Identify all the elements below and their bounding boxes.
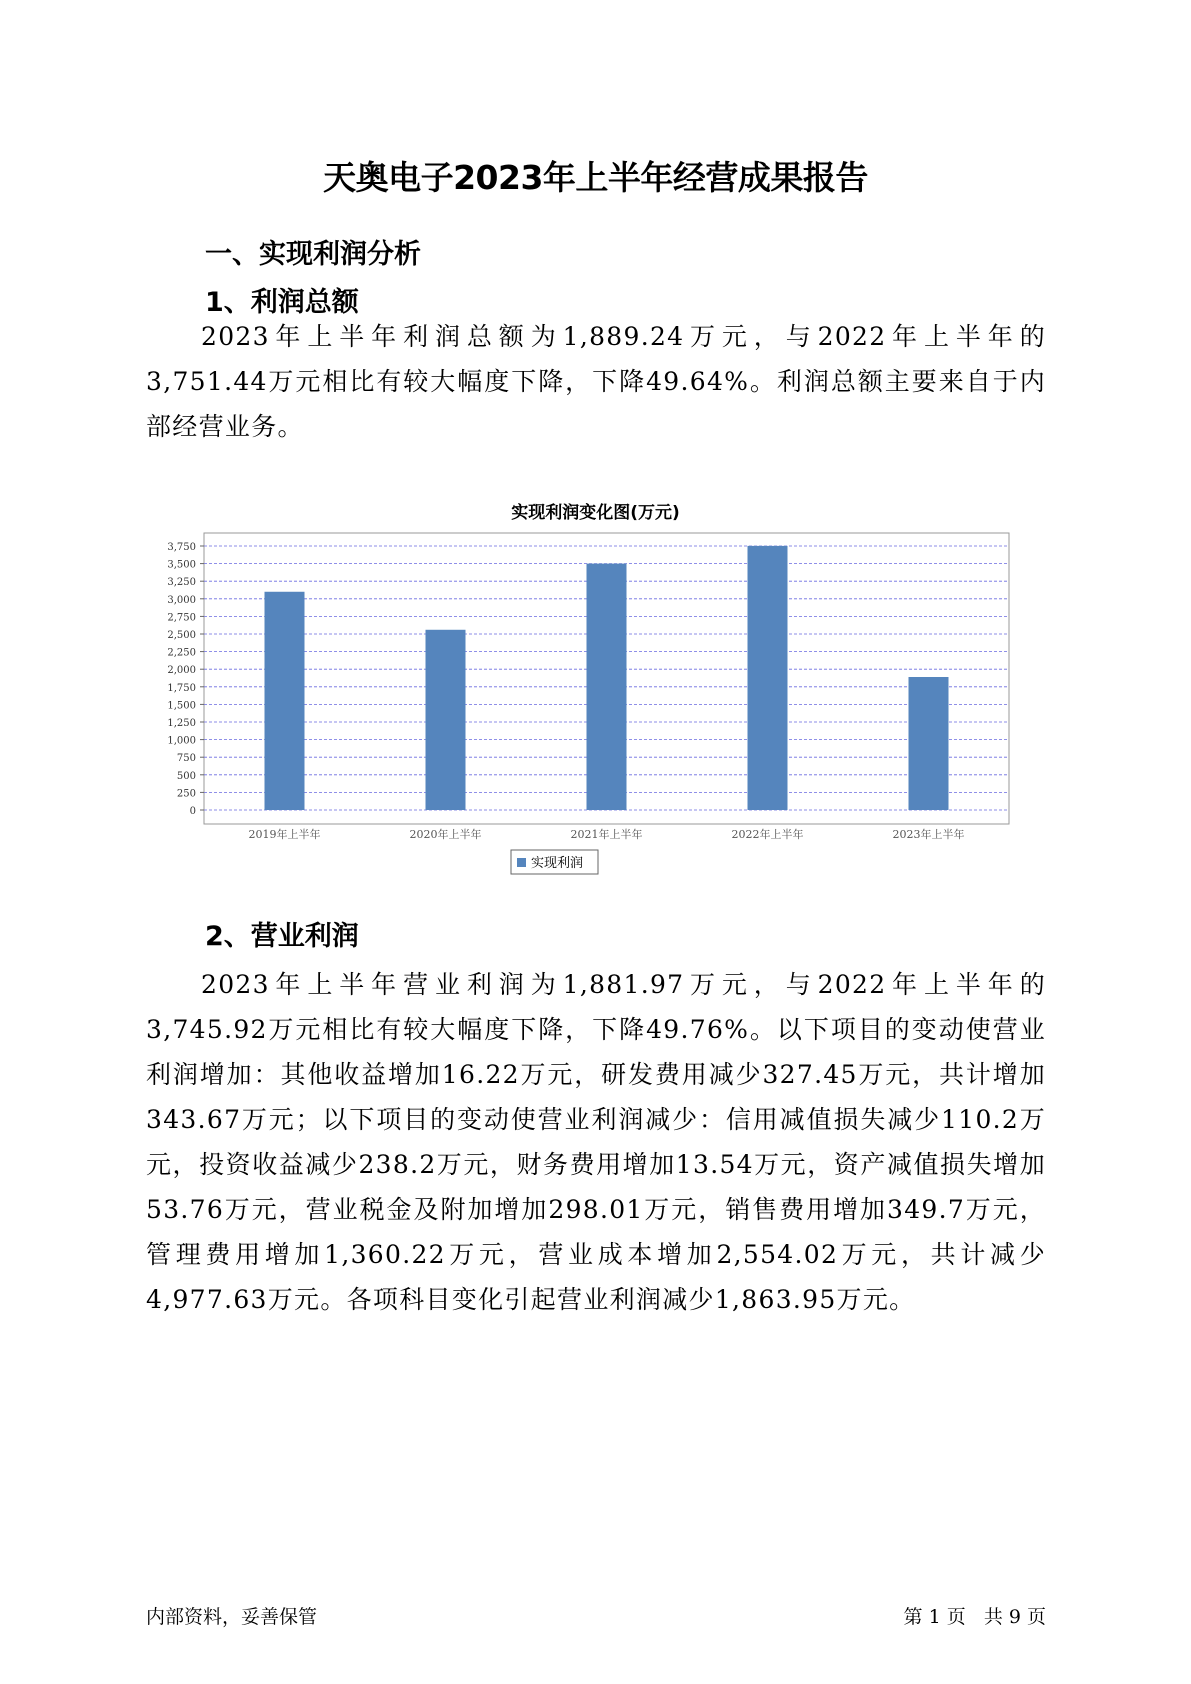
footer-page-number: 第 1 页 共 9 页 [903, 1606, 1046, 1628]
y-tick-label: 1,500 [167, 700, 196, 712]
legend-swatch [517, 858, 526, 867]
x-tick-label: 2020年上半年 [409, 828, 482, 841]
profit-bar-chart [140, 530, 1040, 950]
bar [909, 677, 949, 810]
y-tick-label: 1,750 [167, 682, 196, 694]
bar [748, 546, 788, 810]
subsection-heading-total-profit: 1、利润总额 [205, 287, 359, 318]
bars [265, 546, 949, 810]
y-tick-label: 2,250 [167, 647, 196, 659]
y-tick-label: 2,750 [167, 612, 196, 624]
x-tick-label: 2021年上半年 [570, 828, 643, 841]
y-tick-label: 500 [176, 770, 196, 782]
x-tick-label: 2023年上半年 [892, 828, 965, 841]
page-title: 天奥电子2023年上半年经营成果报告 [323, 158, 868, 197]
y-tick-label: 2,500 [167, 630, 196, 641]
y-tick-label: 1,250 [167, 718, 196, 729]
y-tick-label: 2,000 [167, 665, 196, 677]
y-tick-label: 3,500 [167, 559, 196, 571]
subsection-heading-operating-profit: 2、营业利润 [205, 921, 359, 952]
y-tick-label: 3,750 [167, 542, 196, 553]
chart-title: 实现利润变化图(万元) [511, 503, 680, 523]
bar [265, 592, 305, 810]
y-tick-label: 3,000 [167, 594, 196, 606]
legend-label: 实现利润 [531, 856, 584, 871]
y-tick-label: 3,250 [167, 577, 196, 589]
bar [426, 630, 466, 810]
y-tick-label: 750 [176, 753, 196, 765]
footer-confidential-note: 内部资料，妥善保管 [146, 1606, 318, 1628]
section-heading-profit-analysis: 一、实现利润分析 [205, 239, 421, 270]
y-tick-label: 0 [189, 806, 196, 817]
x-tick-label: 2019年上半年 [248, 828, 321, 841]
x-tick-label: 2022年上半年 [731, 828, 804, 841]
y-tick-label: 250 [176, 788, 196, 800]
y-axis-tick-labels [167, 542, 196, 817]
x-axis-tick-labels [249, 827, 965, 841]
y-tick-label: 1,000 [167, 735, 196, 747]
legend [511, 850, 598, 874]
total-profit-paragraph: 2023年上半年利润总额为1,889.24万元，与2022年上半年的3,751.44万元相比有较大幅度下降，下降49.64%。利润总额主要来自于内部经营业务。 [146, 322, 1046, 441]
operating-profit-paragraph: 2023年上半年营业利润为1,881.97万元，与2022年上半年的3,745.92万元相比有较大幅度下降，下降49.76%。以下项目的变动使营业利润增加：其他收益增加16.22万元，研发费用减少327.45万元，共计增加343.67万元；以下项目的变动使营业利润减少：信用减值损失减少110.2万元，投资收益减少238.2万元，财务费用增加13.54万元，资产减值损失增加53.76万元，营业税金及附加增加298.01万元，销售费用增加349.7万元，管理费用增加1,360.22万元，营业成本增加2,554.02万元，共计减少4,977.63万元。各项科目变化引起营业利润减少1,863.95万元。 [146, 970, 1046, 1314]
bar [587, 564, 627, 810]
